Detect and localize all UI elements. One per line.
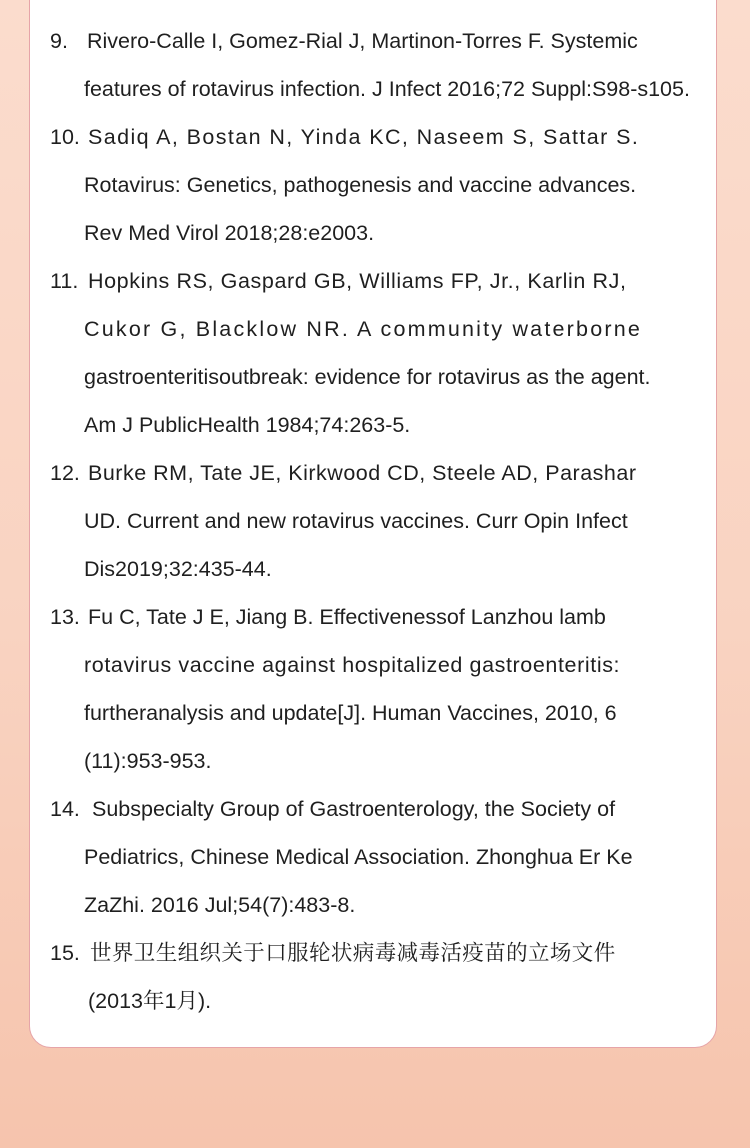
reference-number: 11. [50,269,79,293]
reference-line: Cukor G, Blacklow NR. A community waterborne [84,317,643,341]
reference-line: furtheranalysis and update[J]. Human Vaccines, 2010, 6 [84,701,617,725]
reference-line: Fu C, Tate J E, Jiang B. Effectivenessof Lanzhou lamb [88,605,606,629]
reference-line: gastroenteritisoutbreak: evidence for rotavirus as the agent. [84,365,651,389]
reference-number: 14. [50,797,80,821]
reference-line: (11):953-953. [84,749,212,773]
reference-line: Am J PublicHealth 1984;74:263-5. [84,413,411,437]
reference-item-13 [50,593,700,785]
reference-line: Pediatrics, Chinese Medical Association. Zhonghua Er Ke [84,845,633,869]
reference-number: 13. [50,605,80,629]
reference-item-10 [50,113,700,257]
reference-number: 15. [50,941,80,965]
reference-line: rotavirus vaccine against hospitalized gastroenteritis: [84,653,621,677]
reference-line: Hopkins RS, Gaspard GB, Williams FP, Jr., Karlin RJ, [88,269,627,293]
reference-line: Subspecialty Group of Gastroenterology, the Society of [92,797,616,821]
reference-item-12 [50,449,700,593]
reference-line: Dis2019;32:435-44. [84,557,272,581]
references-card [29,0,717,1048]
reference-line: Burke RM, Tate JE, Kirkwood CD, Steele AD, Parashar [88,461,637,485]
reference-line: 世界卫生组织关于口服轮状病毒减毒活疫苗的立场文件 [90,941,616,965]
reference-line: Rivero-Calle I, Gomez-Rial J, Martinon-Torres F. Systemic [87,29,638,53]
reference-number: 10. [50,125,80,149]
reference-item-14 [50,785,700,929]
reference-line: features of rotavirus infection. J Infect 2016;72 Suppl:S98-s105. [84,77,690,101]
reference-item-15 [50,929,700,1025]
reference-number: 12. [50,461,80,485]
reference-line: Sadiq A, Bostan N, Yinda KC, Naseem S, Sattar S. [88,125,640,149]
page-bottom-background [0,1062,750,1148]
reference-line: ZaZhi. 2016 Jul;54(7):483-8. [84,893,356,917]
reference-number: 9. [50,29,68,53]
reference-item-11 [50,257,700,449]
reference-line: Rotavirus: Genetics, pathogenesis and vaccine advances. [84,173,637,197]
reference-line: UD. Current and new rotavirus vaccines. Curr Opin Infect [84,509,628,533]
reference-line: Rev Med Virol 2018;28:e2003. [84,221,375,245]
reference-item-9 [50,17,700,113]
reference-line: (2013年1月). [88,989,212,1013]
